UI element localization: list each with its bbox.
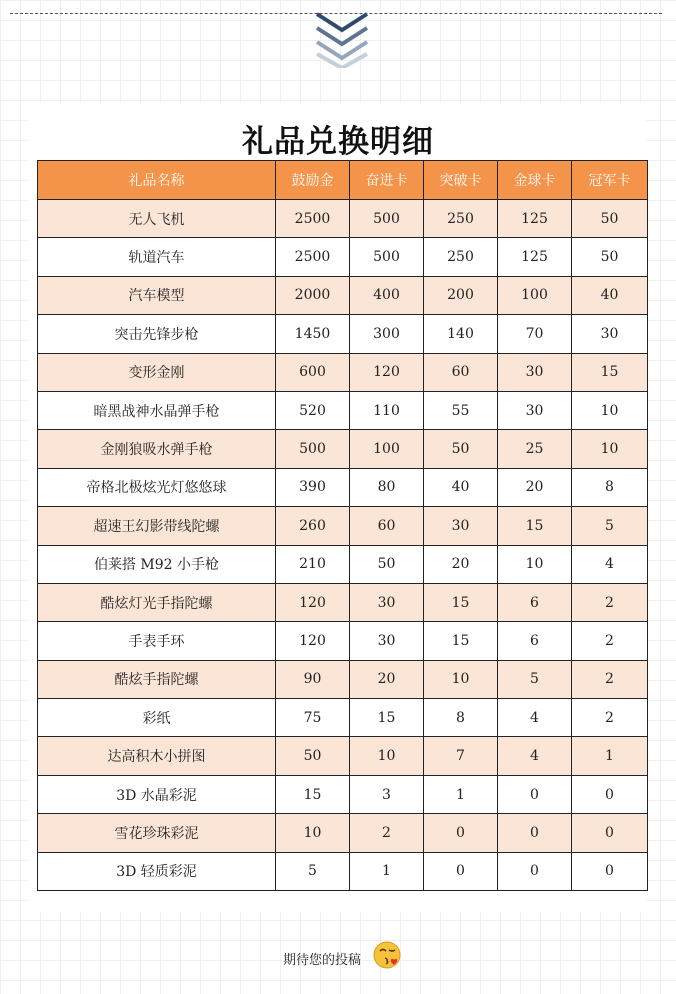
value-cell: 250 xyxy=(424,200,498,238)
value-cell: 110 xyxy=(350,391,424,429)
table-row xyxy=(38,737,648,775)
value-cell: 2 xyxy=(572,583,648,621)
value-cell: 6 xyxy=(498,622,572,660)
value-cell: 15 xyxy=(424,622,498,660)
gift-name-cell: 变形金刚 xyxy=(38,353,276,391)
value-cell: 1 xyxy=(572,737,648,775)
table-row xyxy=(38,775,648,813)
gift-name-cell: 金刚狼吸水弹手枪 xyxy=(38,430,276,468)
column-header: 金球卡 xyxy=(498,161,572,200)
table-row xyxy=(38,699,648,737)
table-row xyxy=(38,583,648,621)
table-row xyxy=(38,622,648,660)
value-cell: 1 xyxy=(350,852,424,890)
value-cell: 60 xyxy=(350,507,424,545)
value-cell: 10 xyxy=(572,391,648,429)
value-cell: 50 xyxy=(276,737,350,775)
gift-name-cell: 达高积木小拼图 xyxy=(38,737,276,775)
value-cell: 0 xyxy=(572,852,648,890)
value-cell: 80 xyxy=(350,468,424,506)
value-cell: 120 xyxy=(276,622,350,660)
value-cell: 500 xyxy=(350,200,424,238)
value-cell: 2 xyxy=(572,622,648,660)
page-title: 礼品兑换明细 xyxy=(242,124,434,160)
value-cell: 2 xyxy=(350,814,424,852)
value-cell: 25 xyxy=(498,430,572,468)
gift-name-cell: 雪花珍珠彩泥 xyxy=(38,814,276,852)
value-cell: 15 xyxy=(276,775,350,813)
value-cell: 250 xyxy=(424,238,498,276)
table-row xyxy=(38,814,648,852)
gift-name-cell: 汽车模型 xyxy=(38,276,276,314)
value-cell: 0 xyxy=(572,775,648,813)
value-cell: 40 xyxy=(424,468,498,506)
value-cell: 30 xyxy=(424,507,498,545)
gift-name-cell: 无人飞机 xyxy=(38,200,276,238)
value-cell: 8 xyxy=(572,468,648,506)
value-cell: 75 xyxy=(276,699,350,737)
value-cell: 100 xyxy=(498,276,572,314)
gift-name-cell: 3D 轻质彩泥 xyxy=(38,852,276,890)
value-cell: 300 xyxy=(350,315,424,353)
value-cell: 10 xyxy=(572,430,648,468)
value-cell: 55 xyxy=(424,391,498,429)
value-cell: 500 xyxy=(276,430,350,468)
value-cell: 20 xyxy=(424,545,498,583)
value-cell: 120 xyxy=(350,353,424,391)
table-row xyxy=(38,545,648,583)
gift-name-cell: 暗黑战神水晶弹手枪 xyxy=(38,391,276,429)
table-row xyxy=(38,391,648,429)
value-cell: 50 xyxy=(350,545,424,583)
value-cell: 30 xyxy=(350,622,424,660)
table-row xyxy=(38,660,648,698)
gift-name-cell: 酷炫手指陀螺 xyxy=(38,660,276,698)
value-cell: 50 xyxy=(572,200,648,238)
value-cell: 1450 xyxy=(276,315,350,353)
table-row xyxy=(38,238,648,276)
gift-name-cell: 酷炫灯光手指陀螺 xyxy=(38,583,276,621)
value-cell: 210 xyxy=(276,545,350,583)
gift-name-cell: 彩纸 xyxy=(38,699,276,737)
column-header: 冠军卡 xyxy=(572,161,648,200)
value-cell: 0 xyxy=(572,814,648,852)
value-cell: 8 xyxy=(424,699,498,737)
value-cell: 50 xyxy=(572,238,648,276)
gift-name-cell: 伯莱搭 M92 小手枪 xyxy=(38,545,276,583)
value-cell: 2 xyxy=(572,699,648,737)
value-cell: 520 xyxy=(276,391,350,429)
value-cell: 10 xyxy=(424,660,498,698)
chevron-down-icon xyxy=(314,10,370,68)
gift-name-cell: 轨道汽车 xyxy=(38,238,276,276)
value-cell: 5 xyxy=(498,660,572,698)
value-cell: 2500 xyxy=(276,238,350,276)
value-cell: 0 xyxy=(424,814,498,852)
value-cell: 20 xyxy=(350,660,424,698)
footer xyxy=(0,940,676,970)
value-cell: 4 xyxy=(572,545,648,583)
value-cell: 30 xyxy=(350,583,424,621)
column-header: 礼品名称 xyxy=(38,161,276,200)
value-cell: 6 xyxy=(498,583,572,621)
gift-name-cell: 手表手环 xyxy=(38,622,276,660)
value-cell: 30 xyxy=(572,315,648,353)
table-row xyxy=(38,852,648,890)
value-cell: 4 xyxy=(498,699,572,737)
value-cell: 600 xyxy=(276,353,350,391)
value-cell: 50 xyxy=(424,430,498,468)
table-row xyxy=(38,200,648,238)
value-cell: 15 xyxy=(498,507,572,545)
table-row xyxy=(38,353,648,391)
gift-name-cell: 突击先锋步枪 xyxy=(38,315,276,353)
value-cell: 125 xyxy=(498,200,572,238)
gift-name-cell: 超速王幻影带线陀螺 xyxy=(38,507,276,545)
value-cell: 400 xyxy=(350,276,424,314)
value-cell: 20 xyxy=(498,468,572,506)
value-cell: 390 xyxy=(276,468,350,506)
column-header: 突破卡 xyxy=(424,161,498,200)
column-header: 鼓励金 xyxy=(276,161,350,200)
table-row xyxy=(38,507,648,545)
column-header: 奋进卡 xyxy=(350,161,424,200)
value-cell: 140 xyxy=(424,315,498,353)
value-cell: 30 xyxy=(498,391,572,429)
kissing-face-emoji-icon xyxy=(372,940,402,970)
value-cell: 0 xyxy=(498,852,572,890)
value-cell: 1 xyxy=(424,775,498,813)
value-cell: 2 xyxy=(572,660,648,698)
value-cell: 2000 xyxy=(276,276,350,314)
value-cell: 90 xyxy=(276,660,350,698)
value-cell: 10 xyxy=(276,814,350,852)
value-cell: 125 xyxy=(498,238,572,276)
value-cell: 500 xyxy=(350,238,424,276)
table-row xyxy=(38,430,648,468)
value-cell: 4 xyxy=(498,737,572,775)
value-cell: 15 xyxy=(572,353,648,391)
gift-exchange-table xyxy=(37,160,648,891)
value-cell: 120 xyxy=(276,583,350,621)
value-cell: 0 xyxy=(498,814,572,852)
value-cell: 70 xyxy=(498,315,572,353)
value-cell: 0 xyxy=(498,775,572,813)
table-row xyxy=(38,315,648,353)
value-cell: 60 xyxy=(424,353,498,391)
value-cell: 260 xyxy=(276,507,350,545)
value-cell: 5 xyxy=(276,852,350,890)
value-cell: 15 xyxy=(424,583,498,621)
table-header-row xyxy=(38,161,648,200)
value-cell: 2500 xyxy=(276,200,350,238)
value-cell: 10 xyxy=(498,545,572,583)
value-cell: 5 xyxy=(572,507,648,545)
value-cell: 100 xyxy=(350,430,424,468)
value-cell: 200 xyxy=(424,276,498,314)
table-row xyxy=(38,276,648,314)
gift-name-cell: 3D 水晶彩泥 xyxy=(38,775,276,813)
value-cell: 3 xyxy=(350,775,424,813)
value-cell: 10 xyxy=(350,737,424,775)
gift-name-cell: 帝格北极炫光灯悠悠球 xyxy=(38,468,276,506)
footer-text: 期待您的投稿 xyxy=(283,953,362,968)
value-cell: 40 xyxy=(572,276,648,314)
table-row xyxy=(38,468,648,506)
value-cell: 15 xyxy=(350,699,424,737)
value-cell: 0 xyxy=(424,852,498,890)
value-cell: 30 xyxy=(498,353,572,391)
value-cell: 7 xyxy=(424,737,498,775)
